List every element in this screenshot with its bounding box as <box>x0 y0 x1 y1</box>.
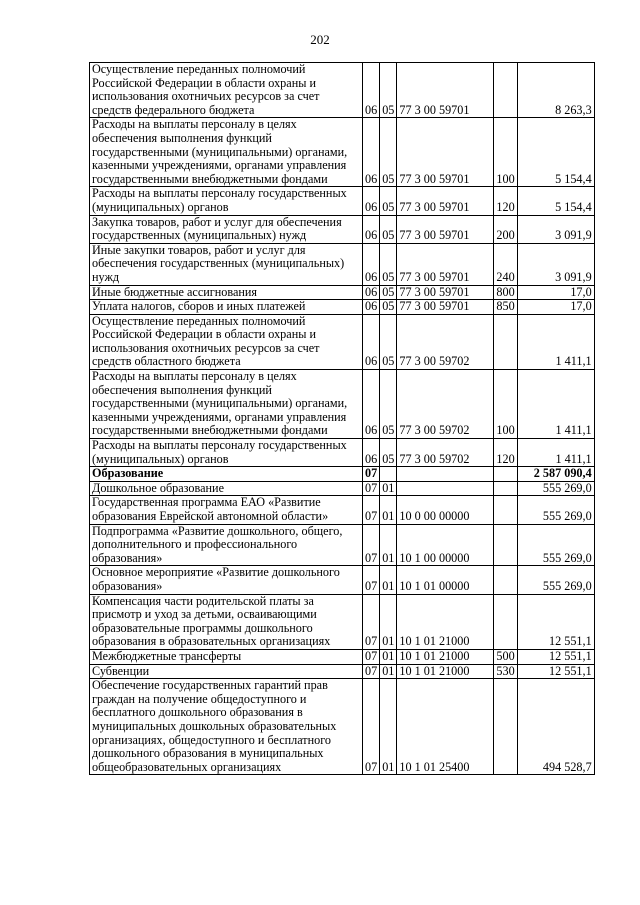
expense-type-code-cell <box>494 314 517 369</box>
subsection-code-cell: 05 <box>380 300 397 315</box>
expense-name-cell: Расходы на выплаты персоналу в целях обеспечения выполнения функций государственными (муниципальными) органами, казенными учреждениями, органами управления государственными внебюджетными фондами <box>90 118 363 187</box>
table-row <box>90 118 595 187</box>
subsection-code-cell: 05 <box>380 243 397 285</box>
amount-cell: 12 551,1 <box>517 664 594 679</box>
amount-cell: 3 091,9 <box>517 215 594 243</box>
amount-cell: 555 269,0 <box>517 481 594 496</box>
target-item-code-cell <box>397 467 494 482</box>
table-row <box>90 314 595 369</box>
amount-cell: 555 269,0 <box>517 524 594 566</box>
amount-cell: 1 411,1 <box>517 439 594 467</box>
table-row <box>90 243 595 285</box>
section-code-cell: 07 <box>363 496 380 524</box>
target-item-code-cell: 77 3 00 59701 <box>397 63 494 118</box>
table-row <box>90 566 595 594</box>
target-item-code-cell: 77 3 00 59701 <box>397 285 494 300</box>
expense-type-code-cell: 500 <box>494 649 517 664</box>
subsection-code-cell: 01 <box>380 664 397 679</box>
table-row <box>90 370 595 439</box>
expense-type-code-cell: 120 <box>494 439 517 467</box>
expense-name-cell: Иные закупки товаров, работ и услуг для обеспечения государственных (муниципальных) нужд <box>90 243 363 285</box>
target-item-code-cell: 10 0 00 00000 <box>397 496 494 524</box>
expense-type-code-cell: 530 <box>494 664 517 679</box>
expense-type-code-cell <box>494 63 517 118</box>
table-row <box>90 649 595 664</box>
section-code-cell: 07 <box>363 594 380 649</box>
page-number: 202 <box>310 32 330 47</box>
subsection-code-cell: 05 <box>380 439 397 467</box>
amount-cell: 555 269,0 <box>517 566 594 594</box>
subsection-code-cell <box>380 467 397 482</box>
table-row <box>90 481 595 496</box>
expense-name-cell: Расходы на выплаты персоналу государственных (муниципальных) органов <box>90 187 363 215</box>
subsection-code-cell: 01 <box>380 566 397 594</box>
expense-type-code-cell <box>494 524 517 566</box>
expense-name-cell: Осуществление переданных полномочий Российской Федерации в области охраны и использования охотничьих ресурсов за счет средств областного бюджета <box>90 314 363 369</box>
table-row <box>90 594 595 649</box>
amount-cell: 12 551,1 <box>517 649 594 664</box>
target-item-code-cell: 77 3 00 59701 <box>397 243 494 285</box>
table-row <box>90 679 595 775</box>
target-item-code-cell: 77 3 00 59701 <box>397 187 494 215</box>
table-row <box>90 524 595 566</box>
amount-cell: 5 154,4 <box>517 187 594 215</box>
target-item-code-cell: 10 1 01 21000 <box>397 649 494 664</box>
section-code-cell: 06 <box>363 215 380 243</box>
target-item-code-cell: 10 1 00 00000 <box>397 524 494 566</box>
amount-cell: 494 528,7 <box>517 679 594 775</box>
section-code-cell: 06 <box>363 243 380 285</box>
expense-type-code-cell: 100 <box>494 118 517 187</box>
subsection-code-cell: 05 <box>380 285 397 300</box>
expense-name-cell: Закупка товаров, работ и услуг для обеспечения государственных (муниципальных) нужд <box>90 215 363 243</box>
subsection-code-cell: 05 <box>380 118 397 187</box>
table-row <box>90 63 595 118</box>
target-item-code-cell: 10 1 01 21000 <box>397 664 494 679</box>
subsection-code-cell: 05 <box>380 215 397 243</box>
subsection-code-cell: 05 <box>380 370 397 439</box>
expense-name-cell: Подпрограмма «Развитие дошкольного, общего, дополнительного и профессионального образования» <box>90 524 363 566</box>
expense-name-cell: Дошкольное образование <box>90 481 363 496</box>
subsection-code-cell: 01 <box>380 524 397 566</box>
table-row <box>90 285 595 300</box>
section-code-cell: 07 <box>363 664 380 679</box>
table-row <box>90 467 595 482</box>
section-code-cell: 06 <box>363 300 380 315</box>
expense-name-cell: Иные бюджетные ассигнования <box>90 285 363 300</box>
section-code-cell: 07 <box>363 524 380 566</box>
subsection-code-cell: 05 <box>380 314 397 369</box>
table-row <box>90 215 595 243</box>
table-row <box>90 300 595 315</box>
target-item-code-cell: 10 1 01 00000 <box>397 566 494 594</box>
target-item-code-cell: 10 1 01 25400 <box>397 679 494 775</box>
target-item-code-cell: 77 3 00 59701 <box>397 215 494 243</box>
expense-name-cell: Основное мероприятие «Развитие дошкольного образования» <box>90 566 363 594</box>
table-row <box>90 439 595 467</box>
amount-cell: 17,0 <box>517 300 594 315</box>
expense-type-code-cell <box>494 496 517 524</box>
amount-cell: 555 269,0 <box>517 496 594 524</box>
section-code-cell: 06 <box>363 439 380 467</box>
section-code-cell: 07 <box>363 679 380 775</box>
expense-type-code-cell <box>494 594 517 649</box>
amount-cell: 1 411,1 <box>517 314 594 369</box>
amount-cell: 8 263,3 <box>517 63 594 118</box>
amount-cell: 5 154,4 <box>517 118 594 187</box>
target-item-code-cell <box>397 481 494 496</box>
expense-name-cell: Осуществление переданных полномочий Российской Федерации в области охраны и использования охотничьих ресурсов за счет средств федерального бюджета <box>90 63 363 118</box>
table-row <box>90 664 595 679</box>
expense-name-cell: Субвенции <box>90 664 363 679</box>
expense-name-cell: Образование <box>90 467 363 482</box>
subsection-code-cell: 01 <box>380 481 397 496</box>
expense-name-cell: Расходы на выплаты персоналу в целях обеспечения выполнения функций государственными (муниципальными) органами, казенными учреждениями, органами управления государственными внебюджетными фондами <box>90 370 363 439</box>
subsection-code-cell: 01 <box>380 679 397 775</box>
section-code-cell: 07 <box>363 467 380 482</box>
target-item-code-cell: 10 1 01 21000 <box>397 594 494 649</box>
amount-cell: 3 091,9 <box>517 243 594 285</box>
expense-name-cell: Уплата налогов, сборов и иных платежей <box>90 300 363 315</box>
section-code-cell: 07 <box>363 649 380 664</box>
target-item-code-cell: 77 3 00 59701 <box>397 118 494 187</box>
section-code-cell: 07 <box>363 566 380 594</box>
subsection-code-cell: 05 <box>380 63 397 118</box>
budget-table <box>89 62 595 775</box>
section-code-cell: 07 <box>363 481 380 496</box>
subsection-code-cell: 01 <box>380 594 397 649</box>
expense-name-cell: Расходы на выплаты персоналу государственных (муниципальных) органов <box>90 439 363 467</box>
expense-type-code-cell: 100 <box>494 370 517 439</box>
section-code-cell: 06 <box>363 370 380 439</box>
target-item-code-cell: 77 3 00 59702 <box>397 370 494 439</box>
amount-cell: 17,0 <box>517 285 594 300</box>
expense-type-code-cell: 850 <box>494 300 517 315</box>
expense-name-cell: Межбюджетные трансферты <box>90 649 363 664</box>
target-item-code-cell: 77 3 00 59701 <box>397 300 494 315</box>
expense-type-code-cell: 800 <box>494 285 517 300</box>
subsection-code-cell: 01 <box>380 649 397 664</box>
table-row <box>90 187 595 215</box>
section-code-cell: 06 <box>363 63 380 118</box>
section-code-cell: 06 <box>363 285 380 300</box>
expense-type-code-cell: 240 <box>494 243 517 285</box>
expense-type-code-cell: 200 <box>494 215 517 243</box>
expense-type-code-cell <box>494 481 517 496</box>
expense-type-code-cell: 120 <box>494 187 517 215</box>
target-item-code-cell: 77 3 00 59702 <box>397 439 494 467</box>
amount-cell: 1 411,1 <box>517 370 594 439</box>
budget-table-body <box>90 63 595 775</box>
section-code-cell: 06 <box>363 314 380 369</box>
expense-name-cell: Обеспечение государственных гарантий прав граждан на получение общедоступного и бесплатного дошкольного образования в муниципальных дошкольных образовательных организациях, общедоступного и бесплатного дошкольного образования в муниципальных общеобразовательных организациях <box>90 679 363 775</box>
expense-type-code-cell <box>494 679 517 775</box>
table-row <box>90 496 595 524</box>
amount-cell: 2 587 090,4 <box>517 467 594 482</box>
amount-cell: 12 551,1 <box>517 594 594 649</box>
target-item-code-cell: 77 3 00 59702 <box>397 314 494 369</box>
expense-name-cell: Компенсация части родительской платы за присмотр и уход за детьми, осваивающими образовательные программы дошкольного образования в образовательных организациях <box>90 594 363 649</box>
subsection-code-cell: 05 <box>380 187 397 215</box>
subsection-code-cell: 01 <box>380 496 397 524</box>
expense-name-cell: Государственная программа ЕАО «Развитие образования Еврейской автономной области» <box>90 496 363 524</box>
expense-type-code-cell <box>494 566 517 594</box>
expense-type-code-cell <box>494 467 517 482</box>
section-code-cell: 06 <box>363 187 380 215</box>
section-code-cell: 06 <box>363 118 380 187</box>
